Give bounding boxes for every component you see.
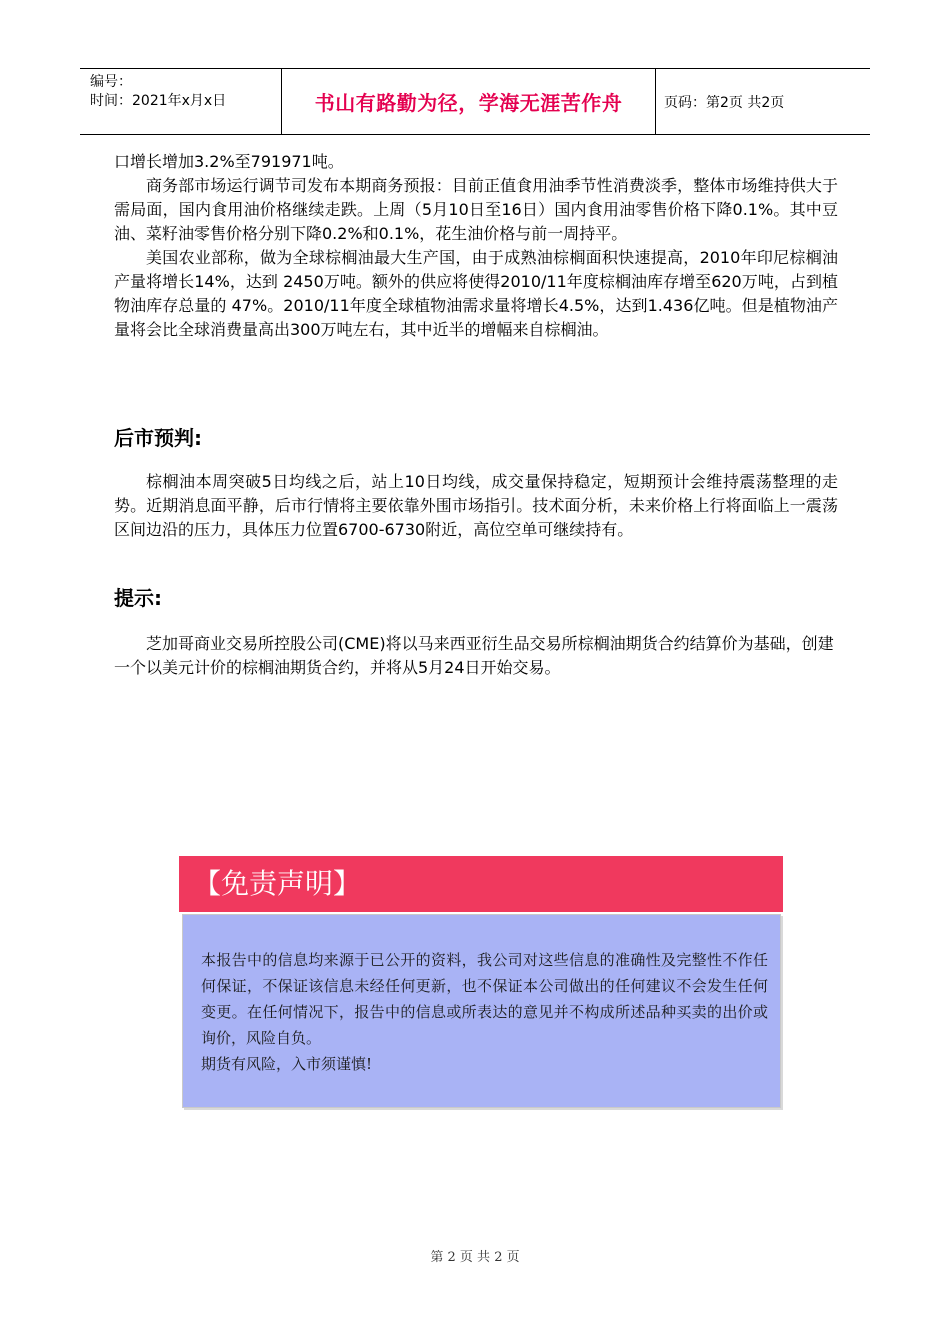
header-motto: 书山有路勤为径，学海无涯苦作舟 bbox=[282, 69, 656, 134]
news-paragraph-3: 美国农业部称，做为全球棕榈油最大生产国，由于成熟油棕榈面积快速提高，2010年印尼棕榈油产量将增长14%，达到 2450万吨。额外的供应将使得2010/11年度棕榈油库存增至620万吨，占到植物油库存总量的 47%。2010/11年度全球植物油需求量将增长4.5%，达到1.436亿吨。但是植物油产量将会比全球消费量高出300万吨左右，其中近半的增幅来自棕榈油。 bbox=[114, 248, 838, 339]
disclaimer-box bbox=[182, 914, 781, 1108]
news-paragraph-2: 商务部市场运行调节司发布本期商务预报：目前正值食用油季节性消费淡季，整体市场维持供大于需局面，国内食用油价格继续走跌。上周（5月10日至16日）国内食用油零售价格下降0.1%。其中豆油、菜籽油零售价格分别下降0.2%和0.1%，花生油价格与前一周持平。 bbox=[114, 176, 838, 243]
disclaimer-text: 本报告中的信息均来源于已公开的资料，我公司对这些信息的准确性及完整性不作任何保证，不保证该信息未经任何更新，也不保证本公司做出的任何建议不会发生任何变更。在任何情况下，报告中的信息或所表达的意见并不构成所述品种买卖的出价或询价，风险自负。 bbox=[201, 951, 768, 1047]
disclaimer-title: 【免责声明】 bbox=[179, 856, 783, 912]
page-footer: 第 2 页 共 2 页 bbox=[430, 1250, 520, 1265]
tip-heading: 提示: bbox=[114, 586, 162, 610]
news-paragraph-1: 口增长增加3.2%至791971吨。 bbox=[114, 152, 344, 171]
document-date-label: 时间：2021年x月x日 bbox=[90, 93, 227, 109]
outlook-paragraph: 棕榈油本周突破5日均线之后，站上10日均线，成交量保持稳定，短期预计会维持震荡整理的走势。近期消息面平静，后市行情将主要依靠外围市场指引。技术面分析，未来价格上行将面临上一震荡区间边沿的压力，具体压力位置6700-6730附近，高位空单可继续持有。 bbox=[114, 472, 838, 539]
disclaimer-warning: 期货有风险，入市须谨慎! bbox=[201, 1055, 373, 1073]
header-table bbox=[80, 68, 870, 135]
outlook-heading: 后市预判: bbox=[114, 426, 202, 450]
tip-paragraph: 芝加哥商业交易所控股公司(CME)将以马来西亚衍生品交易所棕榈油期货合约结算价为基础，创建一个以美元计价的棕榈油期货合约，并将从5月24日开始交易。 bbox=[114, 634, 834, 677]
header-page-label: 页码：第2页 共2页 bbox=[664, 94, 785, 111]
header-meta bbox=[80, 69, 282, 134]
market-news-section bbox=[114, 150, 838, 342]
document-number-label: 编号： bbox=[90, 74, 132, 90]
